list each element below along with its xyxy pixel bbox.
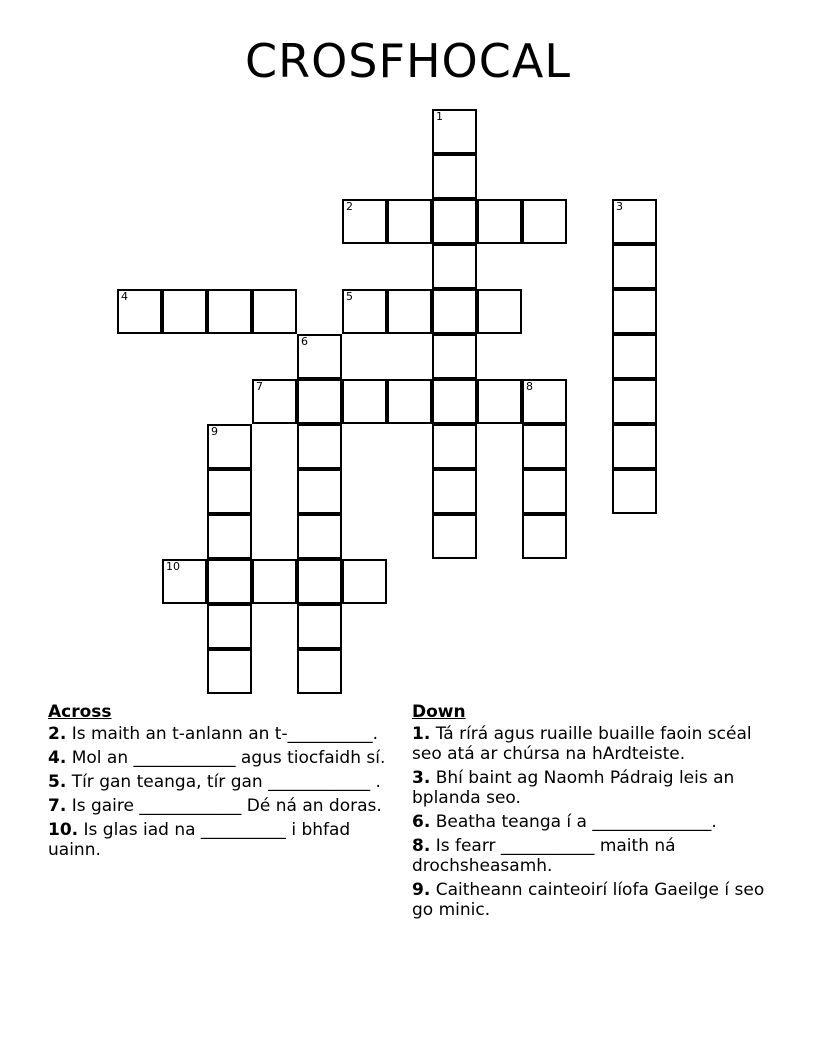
grid-cell[interactable] <box>432 154 477 199</box>
grid-cell[interactable] <box>612 334 657 379</box>
clue-text: Bhí baint ag Naomh Pádraig leis an bplanda seo. <box>412 768 735 808</box>
across-clue-2 <box>48 724 393 744</box>
clue-number: 1. <box>412 724 431 744</box>
down-clue-6 <box>412 812 772 832</box>
cell-number: 7 <box>256 380 263 393</box>
clue-text: Is glas iad na __________ i bhfad uainn. <box>48 820 351 860</box>
clue-number: 9. <box>412 880 431 900</box>
across-clue-10 <box>48 820 393 860</box>
across-clues <box>48 702 393 864</box>
grid-cell[interactable] <box>297 604 342 649</box>
grid-cell[interactable] <box>342 289 387 334</box>
clue-text: Tá rírá agus ruaille buaille faoin scéal seo atá ar chúrsa na hArdteiste. <box>412 724 752 764</box>
cell-number: 10 <box>166 560 180 573</box>
clue-number: 7. <box>48 796 67 816</box>
grid-cell[interactable] <box>432 109 477 154</box>
grid-cell[interactable] <box>522 469 567 514</box>
grid-cell[interactable] <box>297 469 342 514</box>
across-heading: Across <box>48 702 112 722</box>
down-clue-3 <box>412 768 772 808</box>
down-clue-8 <box>412 836 772 876</box>
grid-cell[interactable] <box>387 289 432 334</box>
grid-cell[interactable] <box>612 289 657 334</box>
grid-cell[interactable] <box>432 514 477 559</box>
grid-cell[interactable] <box>432 334 477 379</box>
cell-number: 1 <box>436 110 443 123</box>
grid-cell[interactable] <box>612 424 657 469</box>
grid-cell[interactable] <box>252 289 297 334</box>
grid-cell[interactable] <box>612 379 657 424</box>
grid-cell[interactable] <box>612 469 657 514</box>
grid-cell[interactable] <box>432 469 477 514</box>
grid-cell[interactable] <box>207 604 252 649</box>
grid-cell[interactable] <box>432 289 477 334</box>
clue-text: Caitheann cainteoirí líofa Gaeilge í seo go minic. <box>412 880 765 920</box>
clue-number: 8. <box>412 836 431 856</box>
down-clue-1 <box>412 724 772 764</box>
grid-cell[interactable] <box>297 559 342 604</box>
across-clue-7 <box>48 796 393 816</box>
grid-cell[interactable] <box>342 559 387 604</box>
grid-cell[interactable] <box>432 199 477 244</box>
grid-cell[interactable] <box>207 649 252 694</box>
grid-cell[interactable] <box>477 199 522 244</box>
across-clue-5 <box>48 772 393 792</box>
grid-cell[interactable] <box>207 424 252 469</box>
clue-text: Is maith an t-anlann an t-__________. <box>66 724 378 744</box>
clue-number: 5. <box>48 772 67 792</box>
grid-cell[interactable] <box>522 424 567 469</box>
grid-cell[interactable] <box>342 199 387 244</box>
clue-text: Mol an ____________ agus tiocfaidh sí. <box>66 748 386 768</box>
grid-cell[interactable] <box>252 559 297 604</box>
clue-text: Tír gan teanga, tír gan ____________ . <box>66 772 381 792</box>
grid-cell[interactable] <box>432 244 477 289</box>
clue-text: Beatha teanga í a ______________. <box>430 812 717 832</box>
grid-cell[interactable] <box>432 379 477 424</box>
grid-cell[interactable] <box>297 649 342 694</box>
grid-cell[interactable] <box>117 289 162 334</box>
grid-cell[interactable] <box>297 424 342 469</box>
grid-cell[interactable] <box>612 244 657 289</box>
clue-number: 3. <box>412 768 431 788</box>
cell-number: 2 <box>346 200 353 213</box>
clue-text: Is gaire ____________ Dé ná an doras. <box>66 796 382 816</box>
grid-cell[interactable] <box>342 379 387 424</box>
grid-cell[interactable] <box>522 514 567 559</box>
grid-cell[interactable] <box>297 379 342 424</box>
down-clue-9 <box>412 880 772 920</box>
clue-number: 6. <box>412 812 431 832</box>
grid-cell[interactable] <box>387 199 432 244</box>
cell-number: 8 <box>526 380 533 393</box>
grid-cell[interactable] <box>207 514 252 559</box>
clue-number: 4. <box>48 748 67 768</box>
grid-cell[interactable] <box>252 379 297 424</box>
down-clues <box>412 702 772 924</box>
cell-number: 3 <box>616 200 623 213</box>
grid-cell[interactable] <box>207 469 252 514</box>
grid-cell[interactable] <box>522 199 567 244</box>
grid-cell[interactable] <box>522 379 567 424</box>
grid-cell[interactable] <box>297 334 342 379</box>
grid-cell[interactable] <box>612 199 657 244</box>
cell-number: 4 <box>121 290 128 303</box>
down-heading: Down <box>412 702 466 722</box>
grid-cell[interactable] <box>477 379 522 424</box>
cell-number: 5 <box>346 290 353 303</box>
clue-number: 10. <box>48 820 79 840</box>
grid-cell[interactable] <box>207 559 252 604</box>
grid-cell[interactable] <box>207 289 252 334</box>
page-title: CROSFHOCAL <box>245 34 571 88</box>
cell-number: 9 <box>211 425 218 438</box>
cell-number: 6 <box>301 335 308 348</box>
grid-cell[interactable] <box>387 379 432 424</box>
grid-cell[interactable] <box>477 289 522 334</box>
grid-cell[interactable] <box>162 559 207 604</box>
across-clue-4 <box>48 748 393 768</box>
clue-number: 2. <box>48 724 67 744</box>
grid-cell[interactable] <box>297 514 342 559</box>
grid-cell[interactable] <box>432 424 477 469</box>
grid-cell[interactable] <box>162 289 207 334</box>
clue-text: Is fearr ___________ maith ná drochsheasamh. <box>412 836 676 876</box>
